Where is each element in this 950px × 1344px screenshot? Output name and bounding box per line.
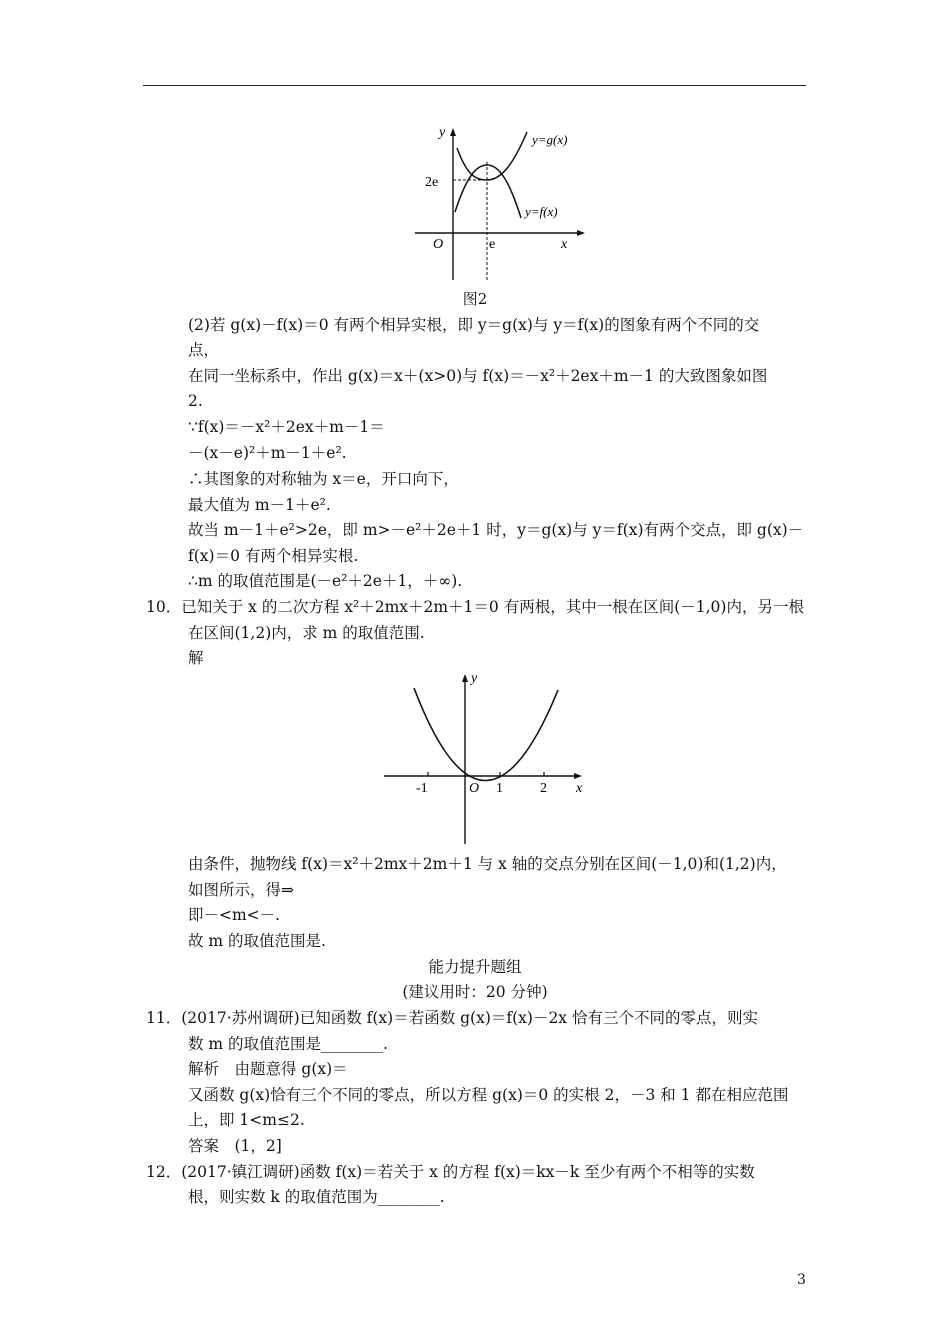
y-axis-arrow [450,128,456,136]
text-line: ∴其图象的对称轴为 x＝e，开口向下， [188,470,459,488]
q10-after-line: 故 m 的取值范围是. [188,932,326,950]
page-number: 3 [797,1272,806,1288]
text-line: f(x)＝0 有两个相异实根. [188,547,359,565]
f-curve-label: y=f(x) [525,204,558,219]
origin-label: O [433,237,444,252]
x-axis-arrow [577,230,585,236]
q10-after-line: 即－<m<－. [188,906,281,924]
y-tick-2e: 2e [425,175,439,190]
y-axis-arrow [462,674,468,682]
parabola-curve [414,688,558,781]
text-line: 2. [188,392,203,410]
q11-analysis-2: 又函数 g(x)恰有三个不同的零点，所以方程 g(x)＝0 的实根 2，－3 和 1 都在相应范围 [188,1086,789,1104]
q10-line-1: 10．已知关于 x 的二次方程 x²＋2mx＋2m＋1＝0 有两根，其中一根在区间(－1,0)内，另一根 [146,598,804,616]
q10-parabola-graph [378,668,593,848]
g-curve [457,132,527,180]
tick-label-minus-1: -1 [416,781,428,796]
q10-after-line: 如图所示，得⇒ [188,881,294,899]
q11-analysis-3: 上，即 1<m≤2. [188,1111,305,1129]
section-title: 能力提升题组 [428,958,522,976]
q11-answer: 答案 (1，2] [188,1137,282,1155]
q12-line-1: 12．(2017·镇江调研)函数 f(x)＝若关于 x 的方程 f(x)＝kx－k 至少有两个不相等的实数 [146,1163,755,1181]
y-axis-label: y [471,671,478,686]
x-axis-label: x [561,237,568,252]
q12-line-2: 根，则实数 k 的取值范围为________. [188,1188,445,1206]
q11-line-2: 数 m 的取值范围是________. [188,1035,388,1053]
text-line: 在同一坐标系中，作出 g(x)＝x＋(x>0)与 f(x)＝－x²＋2ex＋m－1 的大致图象如图 [188,367,768,385]
section-subtitle: (建议用时：20 分钟) [402,983,548,1001]
figure-2-graph [405,120,595,285]
q10-solution-label: 解 [188,649,204,667]
q11-analysis-1: 解析 由题意得 g(x)＝ [188,1060,348,1078]
x-axis-arrow [574,773,582,779]
q11-line-1: 11．(2017·苏州调研)已知函数 f(x)＝若函数 g(x)＝f(x)－2x 恰有三个不同的零点，则实 [146,1009,758,1027]
text-line: ∵f(x)＝－x²＋2ex＋m－1＝ [188,418,385,436]
text-line: 最大值为 m－1＋e². [188,496,331,514]
text-line: ∴m 的取值范围是(－e²＋2e＋1，＋∞). [188,572,463,590]
figure-2-caption: 图2 [462,290,488,308]
q10-after-line: 由条件，抛物线 f(x)＝x²＋2mx＋2m＋1 与 x 轴的交点分别在区间(－1,0)和(1,2)内， [188,855,787,873]
origin-label: O [469,781,480,796]
text-line: 故当 m－1＋e²>2e，即 m>－e²＋2e＋1 时，y＝g(x)与 y＝f(x)有两个交点，即 g(x)－ [188,521,804,539]
tick-label-1: 1 [496,781,503,796]
text-line: (2)若 g(x)－f(x)＝0 有两个相异实根，即 y＝g(x)与 y＝f(x)的图象有两个不同的交 [188,316,760,334]
header-rule [143,85,806,86]
text-line: －(x－e)²＋m－1＋e². [188,444,347,462]
x-tick-e: e [489,237,496,252]
q10-line-2: 在区间(1,2)内，求 m 的取值范围. [188,624,425,642]
g-curve-label: y=g(x) [532,132,568,147]
f-curve [455,165,521,218]
tick-label-2: 2 [540,781,547,796]
text-line: 点， [188,341,220,359]
x-axis-label: x [576,781,583,796]
y-axis-label: y [439,125,446,140]
